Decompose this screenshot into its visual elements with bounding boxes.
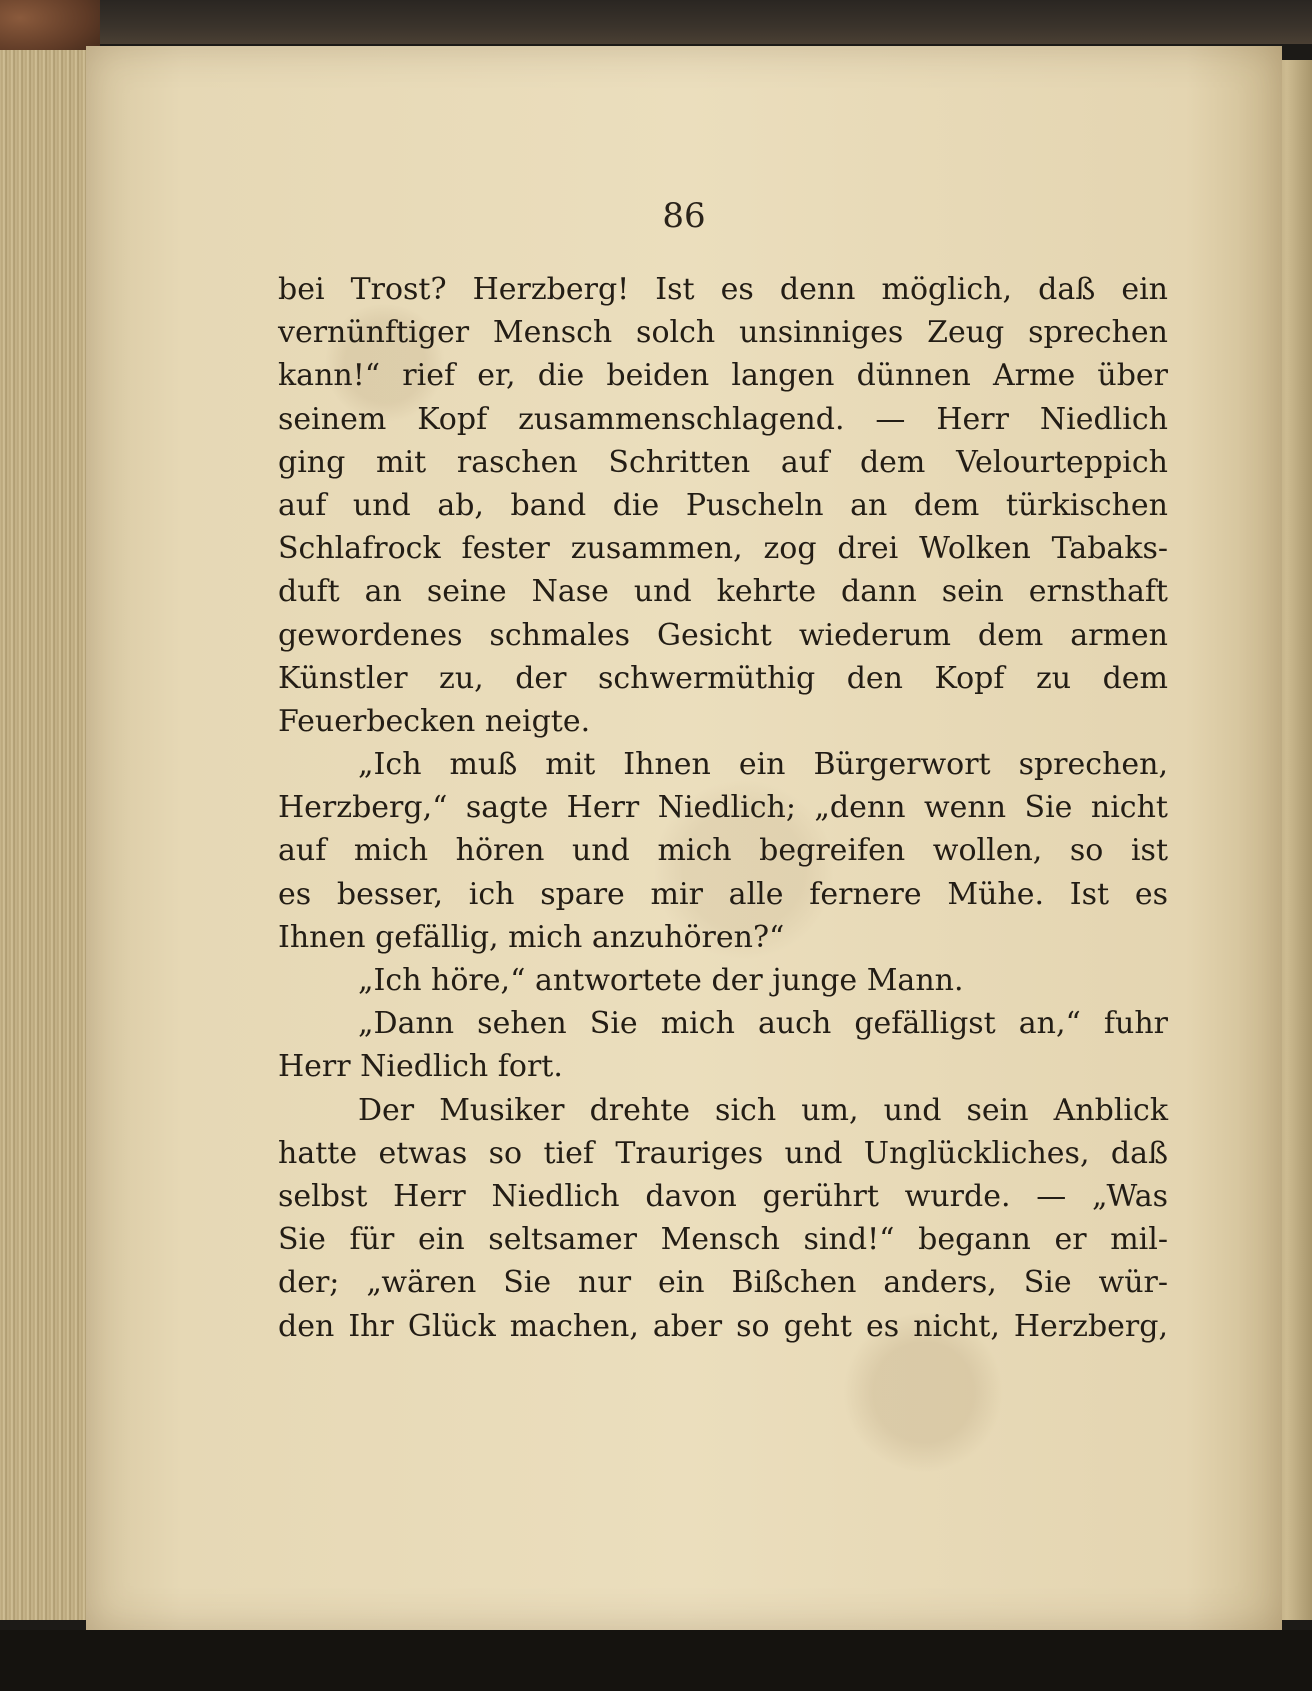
book-top-edge [0, 0, 1312, 44]
book-bottom-shadow [0, 1630, 1312, 1691]
page-stack-edge [0, 50, 94, 1620]
text-line: „Dann sehen Sie mich auch gefälligst an,“ fuhr [358, 1006, 1168, 1042]
text-line: kann!“ rief er, die beiden langen dünnen Arme über [278, 358, 1168, 394]
text-line: der; „wären Sie nur ein Bißchen anders, Sie wür- [278, 1265, 1168, 1301]
text-line: „Ich höre,“ antwortete der junge Mann. [358, 963, 964, 998]
text-line: auf und ab, band die Puscheln an dem türkischen [278, 487, 1168, 523]
text-line: Ihnen gefällig, mich anzuhören?“ [278, 919, 785, 955]
book-page [86, 46, 1282, 1630]
text-line: auf mich hören und mich begreifen wollen, so ist [278, 833, 1168, 869]
text-line: Feuerbecken neigte. [278, 703, 591, 739]
text-line: hatte etwas so tief Trauriges und Unglückliches, daß [278, 1135, 1168, 1171]
text-line: Der Musiker drehte sich um, und sein Anblick [358, 1092, 1168, 1128]
text-line: Schlafrock fester zusammen, zog drei Wolken Tabaks- [278, 531, 1168, 567]
text-line: Sie für ein seltsamer Mensch sind!“ begann er mil- [278, 1222, 1168, 1258]
text-line: Herzberg,“ sagte Herr Niedlich; „denn wenn Sie nicht [278, 790, 1168, 826]
text-line: vernünftiger Mensch solch unsinniges Zeug sprechen [278, 315, 1168, 351]
text-line: selbst Herr Niedlich davon gerührt wurde. — „Was [278, 1178, 1168, 1214]
text-line: seinem Kopf zusammenschlagend. — Herr Niedlich [278, 401, 1168, 437]
text-line: gewordenes schmales Gesicht wiederum dem armen [278, 617, 1168, 653]
text-line: duft an seine Nase und kehrte dann sein ernsthaft [278, 574, 1168, 610]
text-line: Künstler zu, der schwermüthig den Kopf zu dem [278, 660, 1168, 696]
text-line: ging mit raschen Schritten auf dem Velourteppich [278, 444, 1168, 480]
page-number: 86 [662, 196, 706, 236]
page-body-text [278, 268, 1168, 1348]
text-line: den Ihr Glück machen, aber so geht es nicht, Herzberg, [278, 1308, 1168, 1344]
text-line: es besser, ich spare mir alle fernere Mühe. Ist es [278, 876, 1168, 912]
text-line: „Ich muß mit Ihnen ein Bürgerwort sprechen, [358, 747, 1168, 783]
text-line: bei Trost? Herzberg! Ist es denn möglich, daß ein [278, 272, 1168, 307]
text-line: Herr Niedlich fort. [278, 1049, 563, 1085]
